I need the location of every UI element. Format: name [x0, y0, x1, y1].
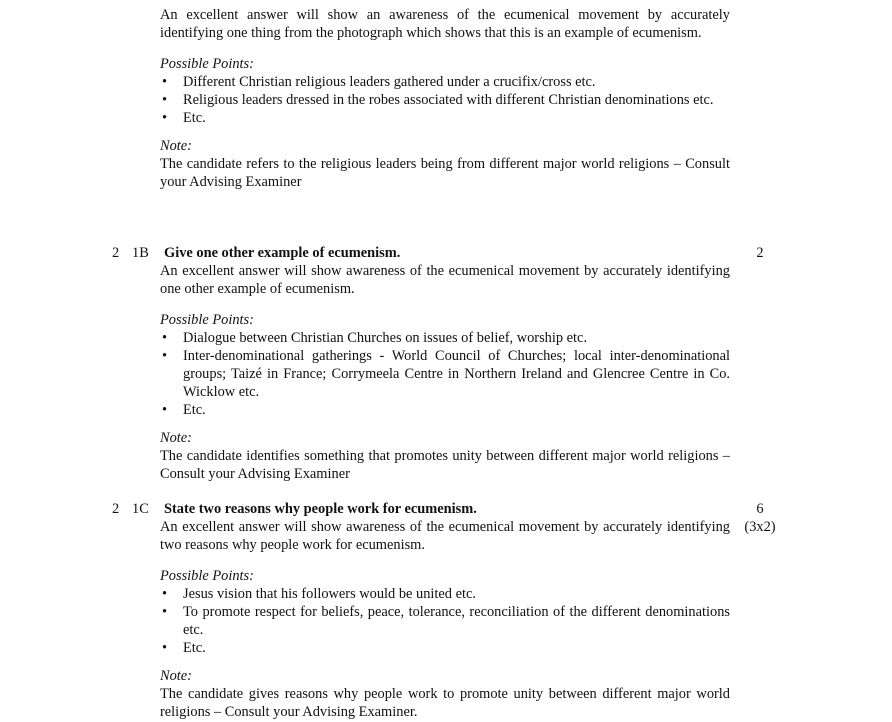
question-1c-title: State two reasons why people work for ecumenism. [164, 501, 477, 517]
question-1b-body [160, 262, 730, 483]
question-1c-note-label: Note: [160, 668, 192, 684]
question-1b-part: 1B [132, 245, 149, 261]
list-item: • Inter-denominational gatherings - World Council of Churches; local inter-denominational groups; Taizé in France; Corrymeela Centre in Northern Ireland and Glencree Centre in Co. Wicklow etc. [160, 347, 730, 401]
section-1a-note-label: Note: [160, 138, 192, 154]
question-1c-points-list [160, 585, 730, 657]
question-1c-body [160, 518, 730, 721]
list-item: • Different Christian religious leaders gathered under a crucifix/cross etc. [160, 73, 730, 91]
question-1b-note-label: Note: [160, 430, 192, 446]
section-1a-points-list [160, 73, 730, 127]
question-1c-marks-breakdown: (3x2) [744, 519, 776, 535]
list-item: • Religious leaders dressed in the robes associated with different Christian denominations etc. [160, 91, 730, 109]
section-1a-continuation [160, 6, 730, 191]
question-1b-number: 2 [112, 245, 120, 261]
list-item: • To promote respect for beliefs, peace, tolerance, reconciliation of the different denominations etc. [160, 603, 730, 639]
question-1c-intro: An excellent answer will show awareness of the ecumenical movement by accurately identifying two reasons why people work for ecumenism. [160, 519, 730, 553]
question-1b-marks: 2 [756, 245, 764, 261]
question-1c-possible-points-label: Possible Points: [160, 568, 254, 584]
list-item: • Jesus vision that his followers would be united etc. [160, 585, 730, 603]
question-1b-note: The candidate identifies something that promotes unity between different major world religions – Consult your Advising Examiner [160, 448, 730, 482]
section-1a-intro: An excellent answer will show an awareness of the ecumenical movement by accurately identifying one thing from the photograph which shows that this is an example of ecumenism. [160, 7, 730, 41]
question-1b-title: Give one other example of ecumenism. [164, 245, 401, 261]
question-1c-part: 1C [132, 501, 149, 517]
list-item: • Etc. [160, 109, 730, 127]
section-1a-note: The candidate refers to the religious leaders being from different major world religions – Consult your Advising Examiner [160, 156, 730, 190]
question-1b-possible-points-label: Possible Points: [160, 312, 254, 328]
list-item: • Etc. [160, 401, 730, 419]
question-1c-number: 2 [112, 501, 120, 517]
list-item: • Dialogue between Christian Churches on issues of belief, worship etc. [160, 329, 730, 347]
section-1a-possible-points-label: Possible Points: [160, 56, 254, 72]
question-1b-intro: An excellent answer will show awareness of the ecumenical movement by accurately identifying one other example of ecumenism. [160, 263, 730, 297]
question-1c-note: The candidate gives reasons why people work to promote unity between different major world religions – Consult your Advising Examiner. [160, 686, 730, 720]
list-item: • Etc. [160, 639, 730, 657]
question-1c-marks: 6 [756, 501, 764, 517]
question-1b-points-list [160, 329, 730, 419]
